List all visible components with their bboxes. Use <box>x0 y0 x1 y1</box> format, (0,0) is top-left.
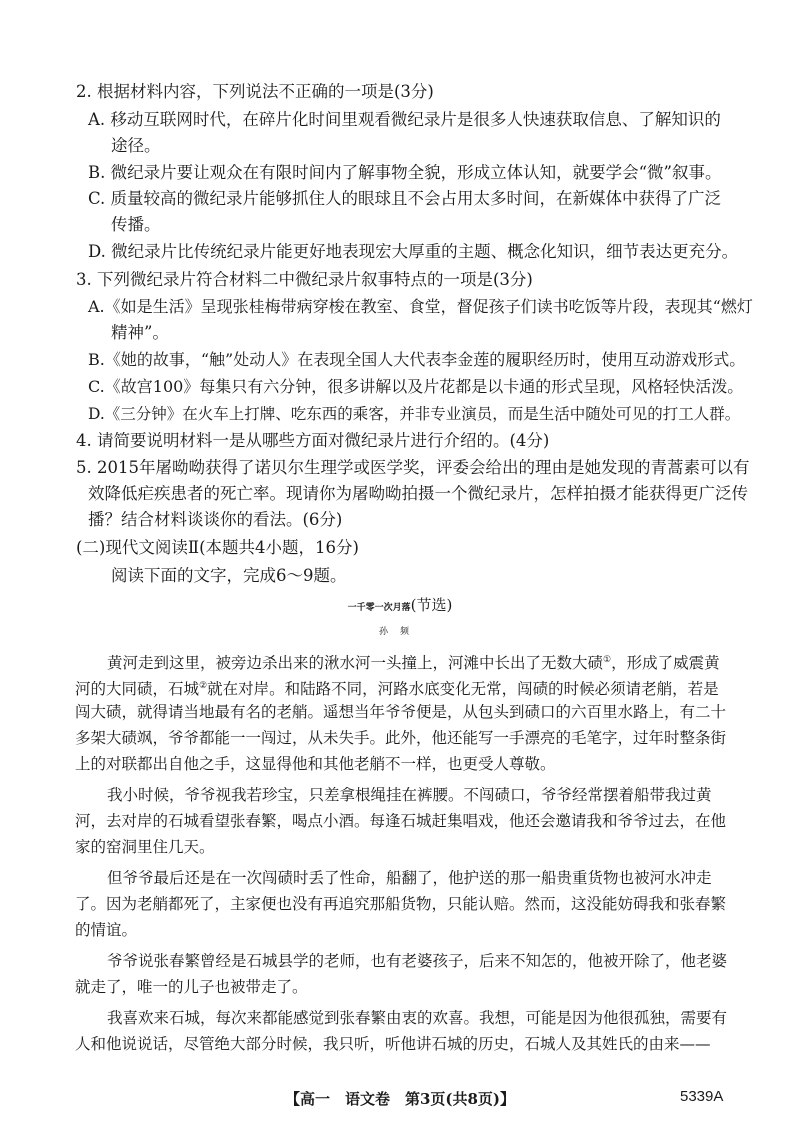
q2-option-d: D. 微纪录片比传统纪录片能更好地表现宏大厚重的主题、概念化知识，细节表达更充分。 <box>88 242 739 261</box>
article-p3-line1: 但爷爷最后还是在一次闯碛时丢了性命，船翻了，他护送的那一船贵重货物也被河水冲走 <box>107 869 712 887</box>
q2-option-a-cont: 途径。 <box>111 136 161 155</box>
q3-option-d: D.《三分钟》在火车上打牌、吃东西的乘客，并非专业演员，而是生活中随处可见的打工人群。 <box>88 405 741 423</box>
q2-option-a: A. 移动互联网时代，在碎片化时间里观看微纪录片是很多人快速获取信息、了解知识的 <box>88 110 721 129</box>
q4-stem: 4. 请简要说明材料一是从哪些方面对微纪录片进行介绍的。(4分) <box>76 431 550 450</box>
q3-stem: 3. 下列微纪录片符合材料二中微纪录片叙事特点的一项是(3分) <box>76 270 533 289</box>
article-p1-line4: 多架大碛飒，爷爷都能一一闯过，从未失手。此外，他还能写一手漂亮的毛笔字，过年时整条街 <box>75 729 727 747</box>
footnote-marker-2: ② <box>199 681 208 691</box>
q5-stem-line3: 播？结合材料谈谈你的看法。(6分) <box>88 510 343 529</box>
article-p2-line3: 家的窑洞里住几天。 <box>75 838 215 856</box>
p1-text-d: 就在对岸。和陆路不同，河路水底变化无常，闯碛的时候必须请老艄，若是 <box>207 680 719 699</box>
article-p5-line1: 我喜欢来石城，每次来都能感觉到张春繁由衷的欢喜。我想，可能是因为他很孤独，需要有 <box>107 1009 728 1027</box>
exam-code: 5339A <box>680 1088 724 1105</box>
q3-option-a: A.《如是生活》呈现张桂梅带病穿梭在教室、食堂，督促孩子们读书吃饭等片段，表现其“燃灯 <box>88 297 753 316</box>
q2-option-b: B. 微纪录片要让观众在有限时间内了解事物全貌，形成立体认知，就要学会“微”叙事。 <box>88 163 722 182</box>
q3-option-c: C.《故宫100》每集只有六分钟，很多讲解以及片花都是以卡通的形式呈现，风格轻快活泼。 <box>88 377 744 396</box>
article-title <box>0 593 800 620</box>
article-title-note: (节选) <box>410 596 453 614</box>
article-title-text: 一千零一次月落 <box>347 603 411 613</box>
q2-option-c-cont: 传播。 <box>111 215 161 234</box>
q3-option-a-cont: 精神”。 <box>111 323 169 342</box>
article-p4-line2: 就走了，唯一的儿子也被带走了。 <box>75 978 308 996</box>
article-p1-line3: 闯大碛，就得请当地最有名的老艄。遥想当年爷爷便是，从包头到碛口的六百里水路上，有二十 <box>75 703 727 721</box>
footnote-marker-1: ① <box>603 655 612 665</box>
section-instruction: 阅读下面的文字，完成6～9题。 <box>111 566 347 585</box>
p1-text-a: 黄河走到这里，被旁边杀出来的湫水河一头撞上，河滩中长出了无数大碛 <box>107 654 604 673</box>
article-p2-line1: 我小时候，爷爷视我若珍宝，只差拿根绳挂在裤腰。不闯碛口，爷爷经常摆着船带我过黄 <box>107 786 712 804</box>
article-p3-line3: 的情谊。 <box>75 921 138 939</box>
q3-option-b: B.《她的故事，“触”处动人》在表现全国人大代表李金莲的履职经历时，使用互动游戏形式。 <box>88 350 746 369</box>
p1-text-b: ，形成了威震黄 <box>611 654 720 673</box>
article-p4-line1: 爷爷说张春繁曾经是石城县学的老师，也有老婆孩子，后来不知怎的，他被开除了，他老婆 <box>107 952 728 970</box>
article-p3-line2: 了。因为老艄都死了，主家便也没有再追究那船货物，只能认赔。然而，这没能妨碍我和张春繁 <box>75 895 727 913</box>
article-p1-line1 <box>107 648 720 675</box>
article-p2-line2: 河，去对岸的石城看望张春繁，喝点小酒。每逢石城赶集唱戏，他还会邀请我和爷爷过去，在他 <box>75 812 727 830</box>
p1-text-c: 河的大同碛，石城 <box>75 680 200 699</box>
page-footer: 【高一 语文卷 第3页(共8页)】 <box>284 1090 516 1108</box>
article-p1-line2 <box>75 674 719 701</box>
q2-option-c: C. 质量较高的微纪录片能够抓住人的眼球且不会占用太多时间，在新媒体中获得了广泛 <box>88 189 722 208</box>
section-heading: (二)现代文阅读Ⅱ(本题共4小题，16分) <box>76 538 359 557</box>
q5-stem-line2: 效降低疟疾患者的死亡率。现请你为屠呦呦拍摄一个微纪录片，怎样拍摄才能获得更广泛传 <box>88 484 748 503</box>
article-p5-line2: 人和他说说话，尽管绝大部分时候，我只听，听他讲石城的历史，石城人及其姓氏的由来—— <box>75 1035 711 1053</box>
article-author: 孙频 <box>378 627 421 637</box>
article-p1-line5: 上的对联都出自他之手，这显得他和其他老艄不一样，也更受人尊敬。 <box>75 755 556 773</box>
q2-stem: 2. 根据材料内容，下列说法不正确的一项是(3分) <box>76 82 434 101</box>
q5-stem-line1: 5. 2015年屠呦呦获得了诺贝尔生理学或医学奖，评委会给出的理由是她发现的青蒿素可以有 <box>76 458 750 477</box>
